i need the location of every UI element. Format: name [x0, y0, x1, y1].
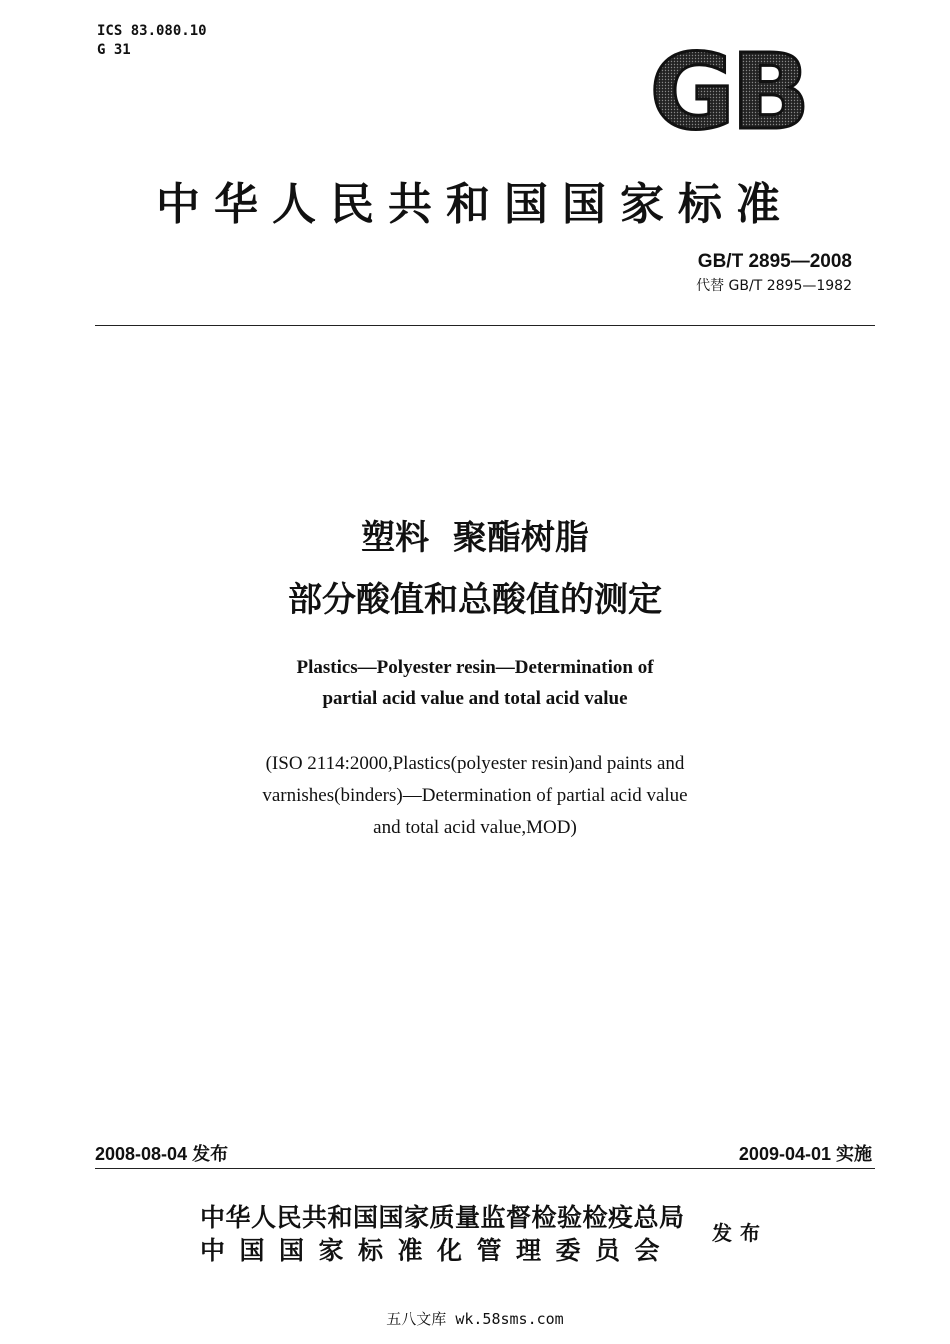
iso-reference-line3: and total acid value,MOD) — [373, 817, 577, 838]
gb-logo-text: GB — [649, 42, 807, 138]
footer-watermark: 五八文库 wk.58sms.com — [386, 1310, 564, 1328]
top-divider — [95, 325, 875, 326]
chinese-title-line2: 部分酸值和总酸值的测定 — [288, 580, 662, 620]
iso-reference-line2: varnishes(binders)—Determination of partial acid value — [262, 785, 688, 806]
gb-logo — [628, 42, 828, 138]
ccs-code: G 31 — [97, 42, 131, 58]
chinese-title-line1: 塑料 聚酯树脂 — [361, 518, 589, 558]
iso-reference-line1: (ISO 2114:2000,Plastics(polyester resin)and paints and — [265, 753, 685, 774]
english-title-line2: partial acid value and total acid value — [322, 688, 628, 709]
bottom-divider — [95, 1168, 875, 1169]
issuer-line2: 中国国家标准化管理委员会 — [200, 1236, 675, 1265]
gb-logo-graphic — [628, 42, 828, 138]
classification-codes — [97, 22, 207, 60]
publish-label: 发布 — [712, 1221, 768, 1245]
english-title-line1: Plastics—Polyester resin—Determination of — [296, 657, 654, 678]
replaced-standard: 代替 GB/T 2895—1982 — [696, 278, 852, 294]
page-title: 中华人民共和国国家标准 — [156, 179, 794, 230]
release-date: 2008-08-04 发布 — [95, 1144, 229, 1164]
ics-code: ICS 83.080.10 — [97, 23, 207, 39]
standard-number-block — [696, 251, 852, 295]
standard-number: GB/T 2895—2008 — [697, 251, 852, 272]
issuer-line1: 中华人民共和国国家质量监督检验检疫总局 — [200, 1203, 685, 1232]
implementation-date: 2009-04-01 实施 — [738, 1144, 872, 1164]
